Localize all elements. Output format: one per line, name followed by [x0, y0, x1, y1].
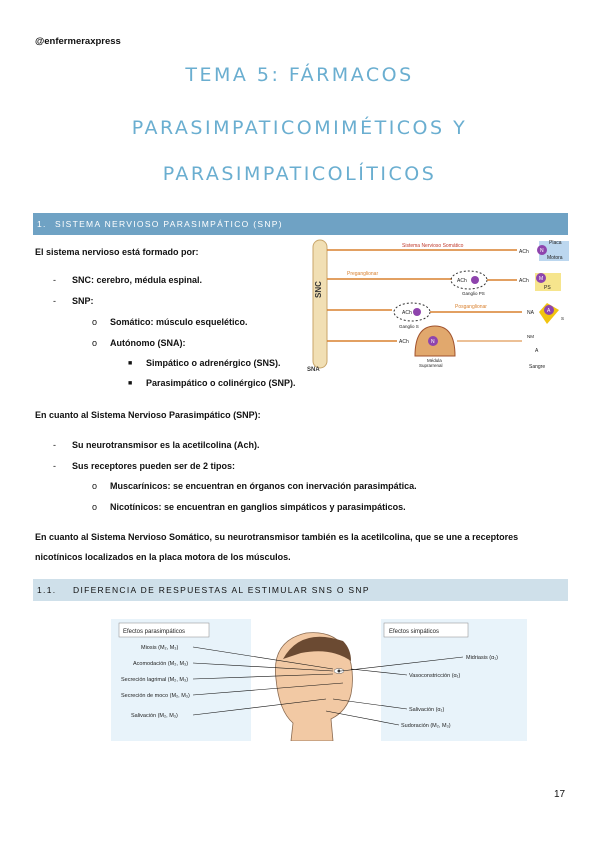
n-receptor: N	[431, 339, 435, 345]
a-receptor: A	[547, 308, 551, 314]
face-effects-diagram	[111, 619, 527, 741]
snp-item: SNP:	[72, 296, 94, 306]
m-receptor: M	[539, 276, 544, 282]
bullet-circle: o	[92, 338, 98, 348]
parasimpatico-item: Parasimpático o colinérgico (SNP).	[146, 378, 296, 388]
snc-label: SNC	[314, 281, 323, 298]
na-label: NA	[527, 310, 534, 316]
bullet-square: ■	[128, 380, 133, 387]
sympathetic-effects-title: Efectos simpáticos	[389, 629, 440, 635]
author-handle: @enfermeraxpress	[35, 36, 121, 47]
s-label: S	[561, 316, 565, 321]
posganglionar-label: Posganglionar	[455, 304, 487, 310]
bullet-dash: -	[53, 296, 56, 306]
ach-label: ACh	[402, 310, 412, 316]
effect-label-left: Salivación (M₂, M₃)	[131, 713, 178, 719]
autonomo-item: Autónomo (SNA):	[110, 338, 186, 348]
bullet-circle: o	[92, 317, 98, 327]
page-title-line1: TEMA 5: FÁRMACOS	[185, 64, 414, 86]
parasympathetic-effects-title: Efectos parasimpáticos	[123, 629, 186, 635]
bullet-circle: o	[92, 481, 98, 491]
sangre-label: Sangre	[529, 364, 546, 370]
ach-label: ACh	[399, 339, 409, 345]
n-receptor: N	[540, 248, 544, 254]
snp-paragraph: En cuanto al Sistema Nervioso Parasimpático (SNP):	[35, 410, 261, 420]
effect-label-right: Vasoconstricción (α₁)	[409, 673, 461, 679]
effect-label-left: Secreción de moco (M₂, M₃)	[121, 693, 190, 699]
a-label: A	[535, 348, 539, 354]
neurotransmisor-item: Su neurotransmisor es la acetilcolina (Ach).	[72, 440, 260, 450]
nm-label: NM	[527, 334, 534, 339]
section-heading-1-1	[33, 579, 568, 601]
intro-text: El sistema nervioso está formado por:	[35, 247, 199, 257]
page-title-line3: PARASIMPATICOLÍTICOS	[162, 163, 437, 185]
medula-label-2: Suprarrenal	[419, 363, 443, 368]
preganglionar-label: Preganglionar	[347, 271, 379, 277]
nicotinicos-item: Nicotínicos: se encuentran en ganglios simpáticos y parasimpáticos.	[110, 502, 406, 512]
medula-label-1: Médula	[427, 358, 442, 363]
effect-label-left: Secreción lagrimal (M₂, M₃)	[121, 677, 189, 683]
ganglio-s-label: Ganglio S	[399, 324, 419, 329]
ps-label: PS	[544, 285, 551, 291]
bullet-square: ■	[128, 360, 133, 367]
bullet-dash: -	[53, 275, 56, 285]
section-label: DIFERENCIA DE RESPUESTAS AL ESTIMULAR SNS O SNP	[73, 585, 370, 595]
ach-label: ACh	[519, 278, 529, 284]
receptores-item: Sus receptores pueden ser de 2 tipos:	[72, 461, 236, 471]
ach-label: ACh	[457, 278, 467, 284]
sna-label: SNA	[307, 367, 320, 372]
nervous-system-diagram	[307, 238, 569, 372]
effect-label-left: Acomodación (M₂, M₃)	[133, 661, 189, 667]
placa-label: Placa	[549, 240, 562, 246]
bullet-dash: -	[53, 461, 56, 471]
ganglio-ps-label: Ganglio PS	[462, 291, 485, 296]
somatico-paragraph-line2: nicotínicos localizados en la placa motora de los músculos.	[35, 552, 291, 562]
snc-item: SNC: cerebro, médula espinal.	[72, 275, 203, 285]
somatico-paragraph-line1: En cuanto al Sistema Nervioso Somático, su neurotransmisor también es la acetilcolina, que se une a receptores	[35, 532, 519, 542]
page-number: 17	[554, 789, 566, 800]
page-title-line2: PARASIMPATICOMIMÉTICOS Y	[131, 117, 468, 139]
effect-label-right: Midriasis (α₁)	[466, 655, 498, 661]
bullet-circle: o	[92, 502, 98, 512]
effect-label-right: Salivación (α₁)	[409, 707, 445, 713]
section-heading-1	[33, 213, 568, 235]
somatico-label: Sistema Nervioso Somático	[402, 243, 464, 249]
bullet-dash: -	[53, 440, 56, 450]
ach-label: ACh	[519, 249, 529, 255]
section-number: 1.	[37, 219, 47, 229]
motora-label: Motora	[547, 255, 563, 261]
simpatico-item: Simpático o adrenérgico (SNS).	[146, 358, 281, 368]
effect-label-left: Miosis (M₂, M₃)	[141, 645, 179, 651]
muscarinicos-item: Muscarínicos: se encuentran en órganos con inervación parasimpática.	[110, 481, 417, 491]
effect-label-right: Sudoración (M₂, M₃)	[401, 723, 451, 729]
section-label: SISTEMA NERVIOSO PARASIMPÁTICO (SNP)	[55, 219, 283, 229]
somatico-item: Somático: músculo esquelético.	[110, 317, 248, 327]
section-number: 1.1.	[37, 585, 57, 595]
